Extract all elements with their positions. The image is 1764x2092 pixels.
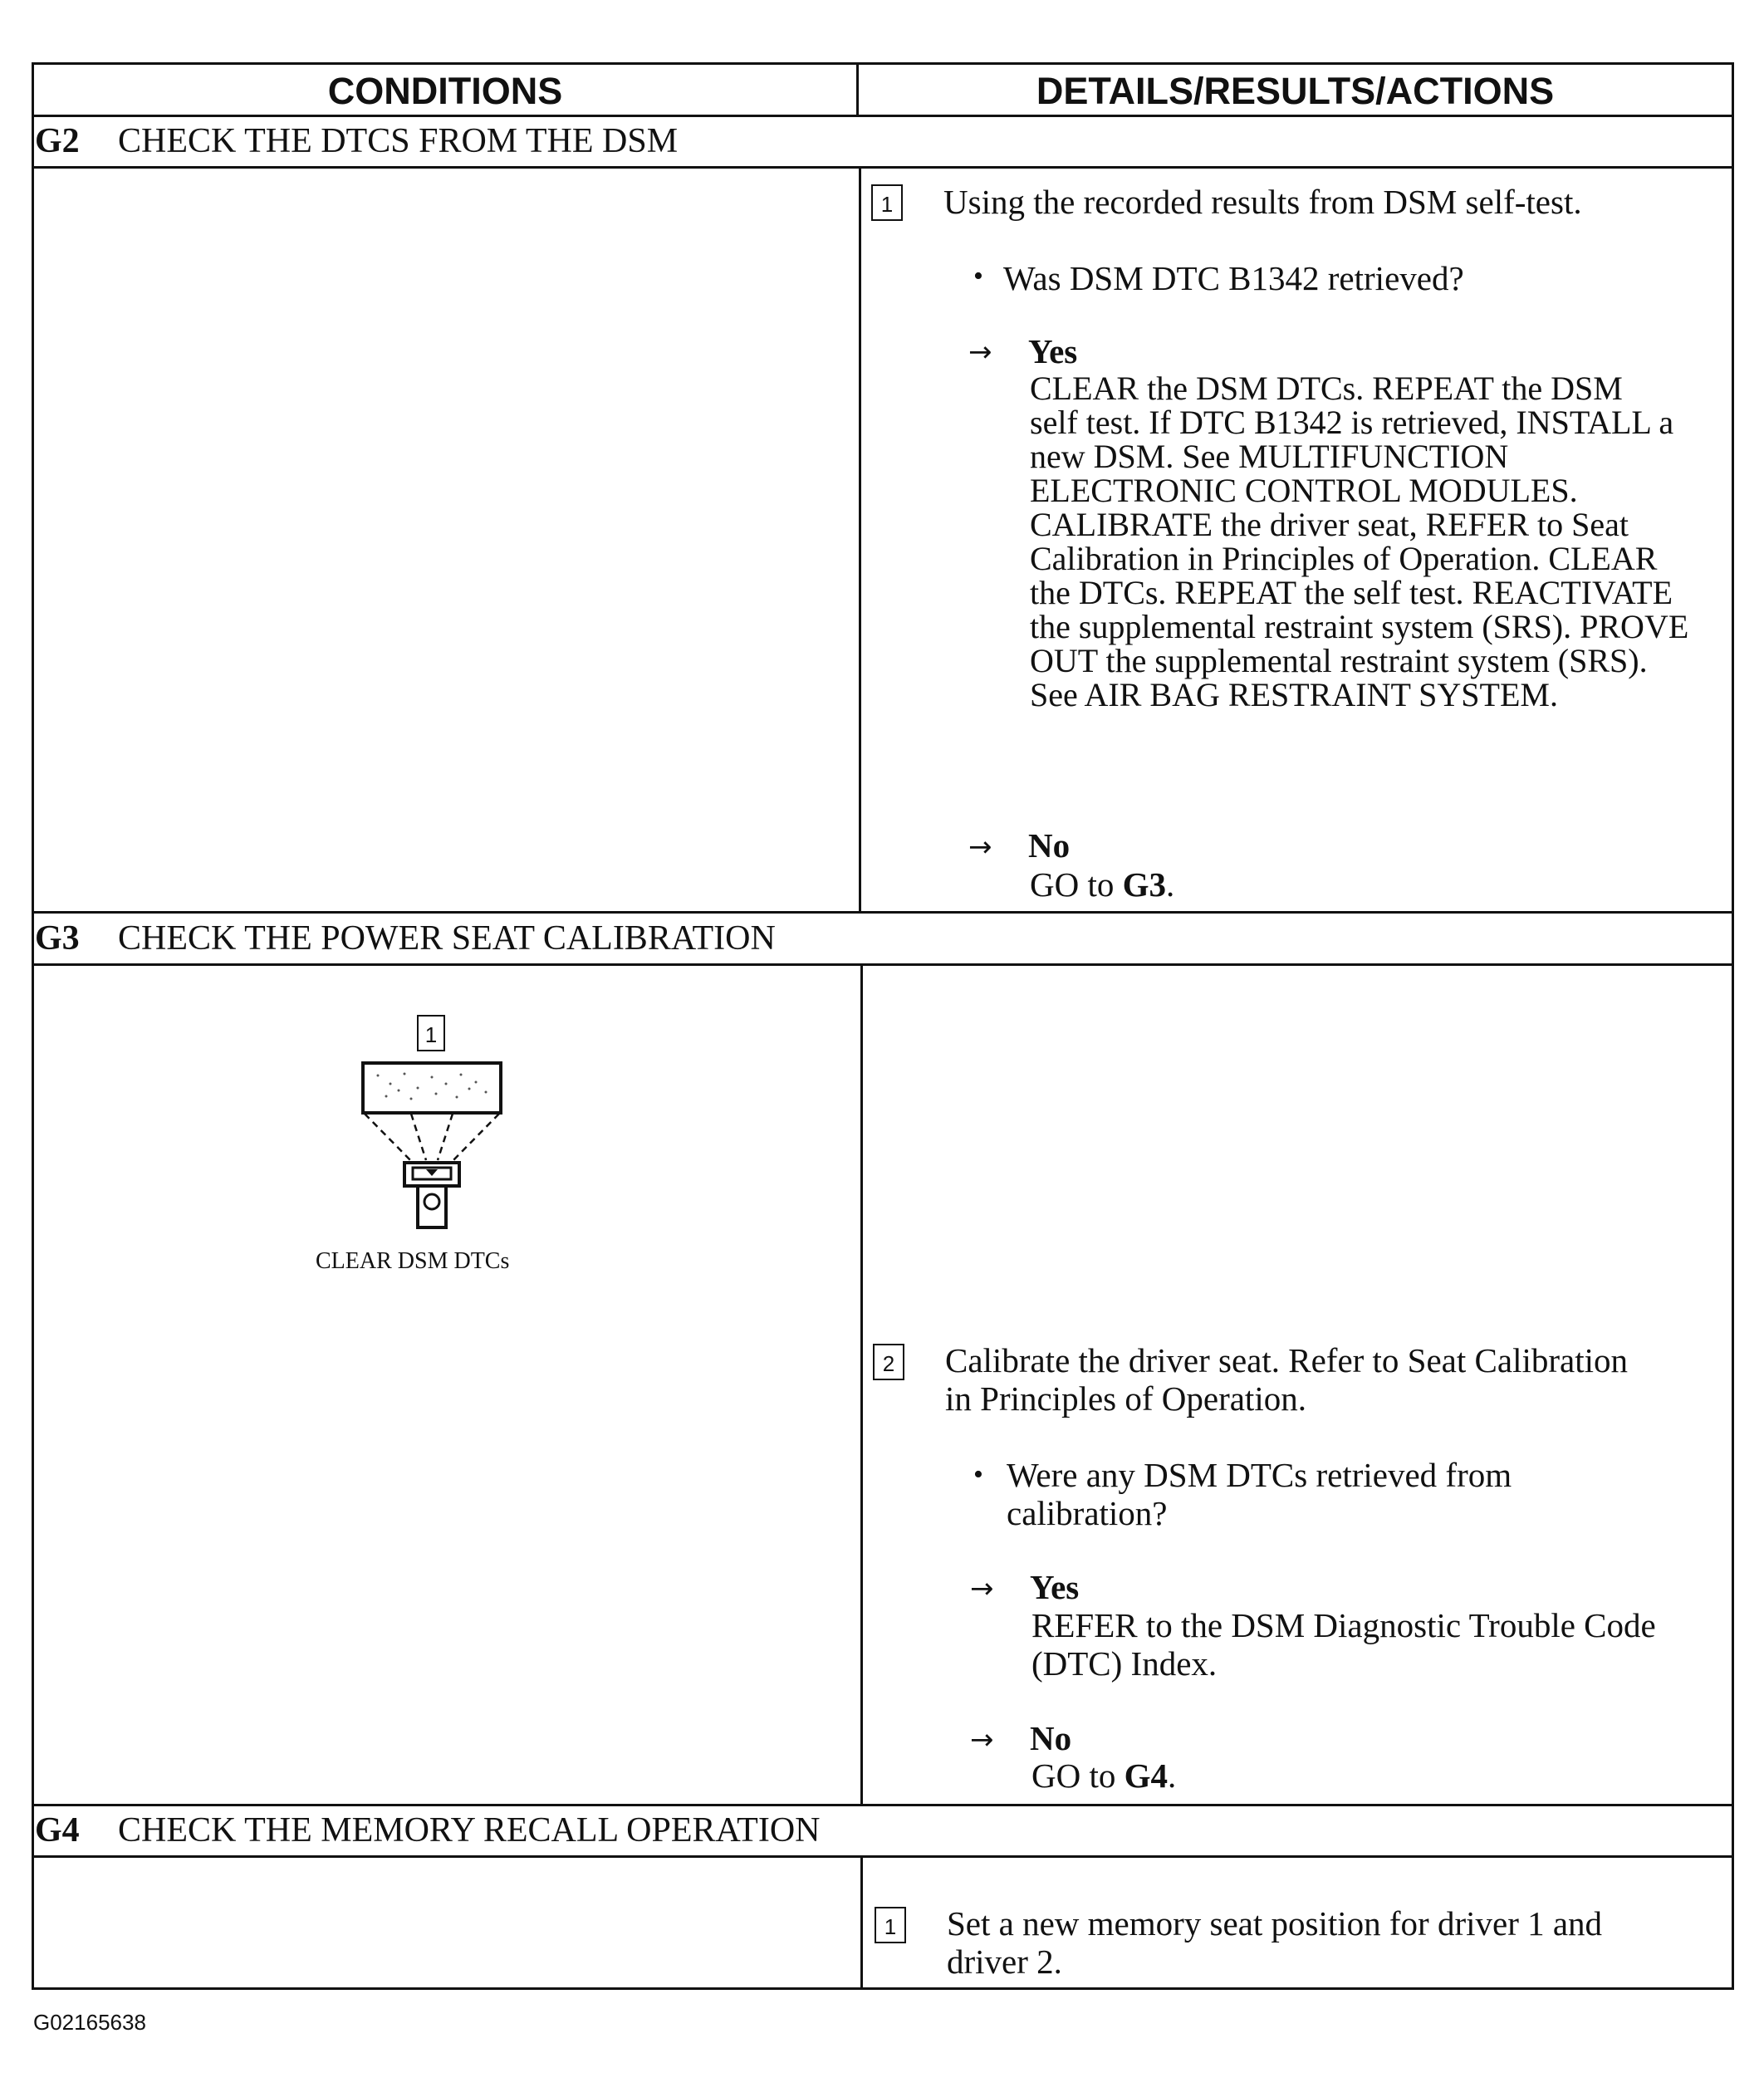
- arrow-right-icon: →: [970, 1572, 994, 1605]
- column-divider: [860, 1855, 863, 1990]
- no-action-suffix: .: [1166, 865, 1175, 904]
- arrow-right-icon: →: [968, 336, 992, 369]
- arrow-right-icon: →: [968, 830, 992, 864]
- yes-action-line: OUT the supplemental restraint system (SRS).: [1030, 642, 1648, 679]
- yes-label: Yes: [1030, 1568, 1080, 1606]
- step-question-line: Were any DSM DTCs retrieved from: [1007, 1456, 1512, 1494]
- section-title: CHECK THE MEMORY RECALL OPERATION: [118, 1811, 821, 1849]
- bullet-icon: •: [973, 261, 983, 292]
- yes-action-line: the supplemental restraint system (SRS). PROVE: [1030, 608, 1689, 645]
- header-details: DETAILS/RESULTS/ACTIONS: [1036, 70, 1555, 112]
- yes-action-line: self test. If DTC B1342 is retrieved, INSTALL a: [1030, 404, 1674, 441]
- no-action-prefix: GO to: [1031, 1756, 1116, 1795]
- no-label: No: [1028, 826, 1071, 865]
- yes-action-line: new DSM. See MULTIFUNCTION: [1030, 438, 1509, 475]
- step-instruction-line: driver 2.: [947, 1943, 1062, 1981]
- step-number-box: 1: [875, 1907, 906, 1943]
- figure-id: G02165638: [33, 2010, 146, 2035]
- step-instruction-line: Set a new memory seat position for driver 1 and: [947, 1904, 1603, 1943]
- table-border-right: [1732, 62, 1734, 1990]
- yes-action-line: the DTCs. REPEAT the self test. REACTIVATE: [1030, 574, 1673, 611]
- yes-action-line: REFER to the DSM Diagnostic Trouble Code: [1031, 1606, 1656, 1644]
- no-action: [1030, 865, 1174, 904]
- step-instruction: [947, 1904, 1727, 1981]
- step-instruction-line: in Principles of Operation.: [945, 1379, 1306, 1418]
- section-code: G2: [35, 122, 80, 160]
- yes-action-line: (DTC) Index.: [1031, 1644, 1218, 1683]
- row-divider: [32, 963, 1734, 966]
- yes-action-line: Calibration in Principles of Operation. CLEAR: [1030, 540, 1658, 577]
- bullet-icon: •: [973, 1459, 983, 1490]
- figure-caption: CLEAR DSM DTCs: [316, 1248, 510, 1274]
- table-border-bottom: [32, 1987, 1734, 1990]
- step-number-box: 2: [873, 1344, 904, 1380]
- yes-action-line: See AIR BAG RESTRAINT SYSTEM.: [1030, 676, 1558, 713]
- section-header-g3: [35, 914, 776, 963]
- no-action: [1031, 1756, 1176, 1795]
- scan-tool-icon: [353, 1059, 511, 1233]
- no-action-target: G4: [1124, 1756, 1169, 1795]
- table-border-left: [32, 62, 34, 1990]
- step-instruction: [945, 1341, 1726, 1418]
- yes-action: [1031, 1606, 1729, 1683]
- step-question: [1007, 1456, 1512, 1532]
- yes-action-line: CALIBRATE the driver seat, REFER to Seat: [1030, 506, 1629, 543]
- section-code: G3: [35, 919, 80, 958]
- yes-action: [1030, 371, 1727, 712]
- column-divider: [859, 166, 861, 914]
- arrow-right-icon: →: [970, 1723, 994, 1756]
- no-label: No: [1030, 1719, 1072, 1757]
- yes-action-line: CLEAR the DSM DTCs. REPEAT the DSM: [1030, 370, 1623, 407]
- section-header-g2: [35, 116, 678, 166]
- header-conditions: CONDITIONS: [327, 70, 563, 112]
- step-instruction: Using the recorded results from DSM self-test.: [943, 183, 1582, 221]
- column-divider: [860, 963, 863, 1806]
- figure-number-box: 1: [417, 1015, 445, 1051]
- step-question-line: calibration?: [1007, 1494, 1168, 1532]
- section-title: CHECK THE POWER SEAT CALIBRATION: [118, 919, 776, 958]
- row-divider: [32, 1855, 1734, 1858]
- section-title: CHECK THE DTCS FROM THE DSM: [118, 122, 679, 160]
- step-question: Was DSM DTC B1342 retrieved?: [1003, 259, 1464, 297]
- table-border-top: [32, 62, 1734, 65]
- row-divider: [32, 166, 1734, 169]
- no-action-target: G3: [1122, 865, 1167, 904]
- section-header-g4: [35, 1805, 820, 1855]
- no-action-suffix: .: [1168, 1756, 1177, 1795]
- step-instruction-line: Calibrate the driver seat. Refer to Seat Calibration: [945, 1341, 1628, 1379]
- section-code: G4: [35, 1811, 80, 1849]
- yes-label: Yes: [1028, 332, 1078, 370]
- step-number-box: 1: [871, 184, 903, 221]
- no-action-prefix: GO to: [1030, 865, 1115, 904]
- yes-action-line: ELECTRONIC CONTROL MODULES.: [1030, 472, 1578, 509]
